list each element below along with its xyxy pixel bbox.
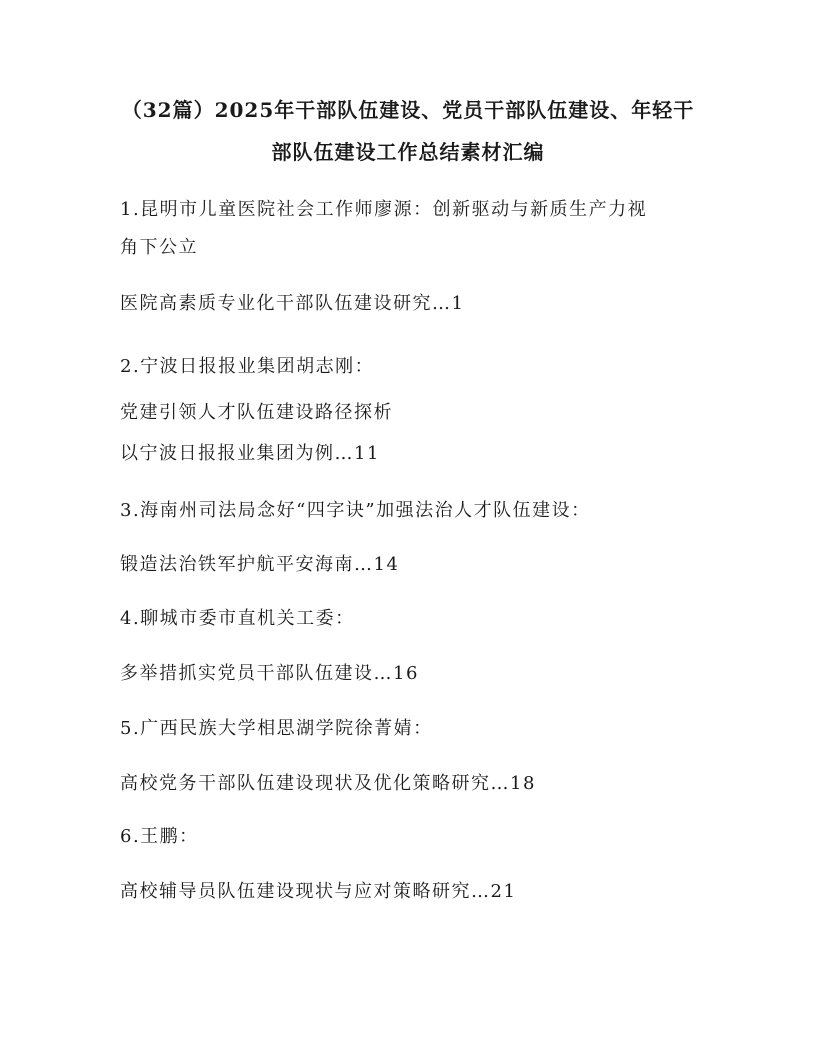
toc-entry-4-heading: 4.聊城市委市直机关工委：: [120, 608, 355, 629]
toc-entry-6-subtitle: 高校辅导员队伍建设现状与应对策略研究…21: [120, 881, 517, 902]
toc-entry-5-heading: 5.广西民族大学相思湖学院徐菁婧：: [120, 718, 433, 739]
toc-entry-3-heading: 3.海南州司法局念好“四字诀”加强法治人才队伍建设：: [120, 500, 591, 521]
toc-entry-2-subtitle: 党建引领人才队伍建设路径探析: [120, 402, 393, 423]
toc-entry-4-subtitle: 多举措抓实党员干部队伍建设…16: [120, 663, 419, 684]
toc-entry-1-subtitle: 医院高素质专业化干部队伍建设研究…1: [120, 293, 465, 314]
toc-entry-3-subtitle: 锻造法治铁军护航平安海南…14: [120, 554, 400, 575]
document-title-line-2: 部队伍建设工作总结素材汇编: [271, 140, 545, 164]
document-title-line-1: （32篇）2025年干部队伍建设、党员干部队伍建设、年轻干: [121, 98, 695, 122]
toc-entry-1-heading: 1.昆明市儿童医院社会工作师廖源：创新驱动与新质生产力视: [120, 199, 648, 220]
toc-entry-2-heading: 2.宁波日报报业集团胡志刚：: [120, 356, 375, 377]
toc-entry-5-subtitle: 高校党务干部队伍建设现状及优化策略研究…18: [120, 773, 536, 794]
toc-entry-2-subtitle-cont: 以宁波日报报业集团为例…11: [120, 443, 380, 464]
toc-entry-6-heading: 6.王鹏：: [120, 826, 199, 847]
toc-entry-1-heading-cont: 角下公立: [120, 237, 198, 258]
